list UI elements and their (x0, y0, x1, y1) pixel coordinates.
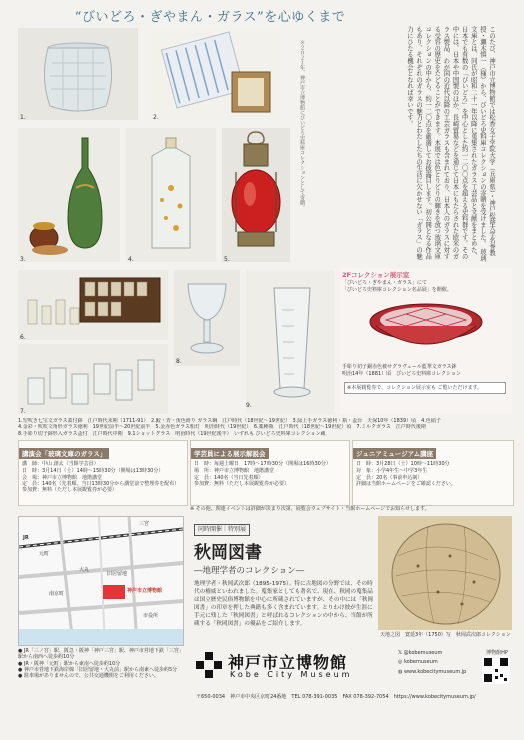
lecture-row-3: 会 場：神戸市立博物館 地階講堂 (22, 474, 103, 481)
qr-code[interactable] (482, 650, 512, 688)
square-bottle-image (126, 128, 216, 262)
map-label-cityhall: 市役所 (143, 613, 159, 619)
lecture-row-5: 参加費：無料（ただし本展観覧券が必要） (22, 487, 118, 493)
red-kiriko-bowl-image (366, 300, 486, 360)
side-note: ※２０２１年、神戸市立博物館にびいどろ史料庫コレクションとして寄贈。 (299, 40, 305, 210)
caption-line-2: 4.金彩・吹吹文角形ガラス徳利 19世紀前半〜20世紀前半 5.金赤色ガラス船灯 明治時代（19世紀） 6.薬種瓶 江戸時代（18世紀〜19世紀）頃 7.ミルクガラス 江戸時代後期 (18, 424, 426, 431)
photo-glass-bowl (18, 28, 138, 120)
qr-label: 博物館HP (486, 650, 508, 656)
lecture-heading: 講演会「玻璃文庫のガラス」 (19, 448, 109, 459)
parallel-badge: 同時開催｜特別展 (194, 524, 250, 536)
parallel-subtitle: ―地理学者のコレクション― (194, 565, 305, 576)
map-label-motomachi: 元町 (39, 551, 50, 557)
access-line-2: ● JR・阪神「元町」駅から東南へ徒歩約10分 (18, 660, 121, 667)
museum-social (398, 650, 478, 675)
social-instagram[interactable]: ◎ kobemuseum (398, 659, 438, 666)
access-map (18, 516, 184, 646)
social-x[interactable]: 𝕏 @kobemuseum (398, 650, 443, 656)
photo-goblet (174, 270, 240, 366)
museum-address: 〒650-0034 神戸市中央区京町24番地 TEL 078-391-0035 FAX 078-392-7054 https://www.kobecitymuseum.jp/ (196, 694, 476, 700)
photo-square-bottle (126, 128, 216, 262)
photo-medicine-box (18, 270, 168, 340)
photo-number-7: 7. (20, 408, 26, 415)
gallery-talk-row-3: 定 員：140名（当日先着順） (194, 474, 264, 481)
social-web[interactable]: ◍ www.kobecitymuseum.jp (398, 668, 467, 675)
museum-name-en: Kobe City Museum (230, 670, 353, 679)
access-line-3: ● 神戸市営地下鉄海岸線「旧居留地・大丸前」駅から南東へ徒歩約5分 (18, 666, 178, 673)
kiriko-caption-2: 明治14年（1881）頃 びいどろ史料庫コレクション (342, 371, 461, 377)
map-label-daimaru: 大丸 (79, 567, 90, 573)
map-label-sannomiya: 三宮 (139, 521, 150, 527)
plate-box-image (150, 28, 278, 120)
kiriko-caption-1: 手彫り切子銅赤色被せグラヴェール藍華文ガラス鉢 (342, 364, 457, 370)
measuring-glass-image (246, 270, 334, 414)
captions-strip (18, 418, 512, 437)
gallery-talk-row-4: 参加費：無料（ただし本展観覧券が必要） (194, 480, 290, 487)
parallel-body: 地理学者・秋岡武次郎（1895-1975）。特に古地図の分野では、その時代の権威といわれました。蒐集家としても著名で、現在、秋岡の蒐集品は国立歴史民俗博物館を中心に所蔵されていますが、その中には「秋岡図書」の印章を押した典籍も多く含まれています。とりわけ彼が生涯に手元に残した「秋岡図書」と呼ばれるコレクションの中から、当館が所蔵する「秋岡図書」の優品をご紹介します。 (194, 580, 374, 628)
parallel-title: 秋岡図書 (194, 542, 262, 563)
map-label-jr: JR (23, 535, 29, 541)
map-label-nankinmachi: 南京町 (49, 591, 65, 597)
photo-cups (18, 344, 168, 414)
globe-icon: ◍ (398, 668, 404, 675)
lecture-row-4: 定 員：140名（先着順、当日13時30分から講堂前で整理券を配布） (22, 480, 180, 487)
events-notice: ※ その他、関連イベントは詳細が決まり次第、展覧会ウェブサイト・当館ホームページでお知らせします。 (190, 506, 430, 512)
lecture-row-1: 講 師：中山 創太（当館学芸員） (22, 461, 99, 467)
x-icon: 𝕏 (398, 650, 404, 656)
junior-row-3: 定 員：20名（事前申込制） (356, 474, 423, 481)
lecture-box (18, 440, 188, 506)
glass-bowl-image (18, 28, 138, 120)
goblet-image (174, 270, 240, 366)
collection-exhibit-line1: 「びいどろ・ぎやまん・ガラス」にて (342, 280, 427, 286)
photo-number-5: 5. (224, 256, 230, 263)
photo-number-9: 9. (246, 402, 252, 409)
museum-name-ja: 神戸市立博物館 (228, 653, 348, 672)
red-lantern-image (222, 128, 290, 262)
headline: “びいどろ・ぎやまん・ガラス”を心ゆくまで (74, 10, 346, 25)
junior-row-2: 対 象：小学4年生〜中学3年生 (356, 468, 428, 475)
antique-map-caption: 天地之図 寛延3年（1750）写 秋岡武次郎コレクション (380, 632, 511, 638)
green-vessels-image (18, 128, 120, 262)
caption-line-3: 8.手彫り切子鉢形入ガラス盃付 江戸時代中期 9.1ショットグラス 明治時代（19世紀後半） いずれも びいどろ史料庫コレクション蔵 (18, 430, 326, 437)
collection-exhibit-box (340, 268, 512, 414)
museum-logo (196, 648, 396, 688)
gallery-talk-box (190, 440, 350, 506)
photo-red-lantern (222, 128, 290, 262)
map-graphic (19, 517, 183, 645)
photo-number-2: 2. (153, 114, 159, 121)
photo-number-1: 1. (20, 114, 26, 121)
parallel-exhibition (194, 516, 374, 644)
museum-mark-icon (196, 652, 222, 678)
medicine-box-image (18, 270, 168, 340)
junior-heading: ジュニアミュージアム講座 (353, 448, 436, 459)
collection-exhibit-line2: 「びいどろ史料庫コレクション名品展」を開催。 (342, 287, 452, 293)
photo-number-3: 3. (20, 256, 26, 263)
photo-number-6: 6. (20, 334, 26, 341)
lecture-row-2: 日 時：3月14日（土）14時〜15時30分（開場は13時30分） (22, 468, 164, 475)
access-line-4: ● 駐車場がありませんので、公共交通機関をご利用ください。 (18, 673, 159, 679)
junior-box (352, 440, 514, 506)
photo-measuring-glass (246, 270, 334, 414)
instagram-icon: ◎ (398, 659, 404, 666)
gallery-talk-heading: 学芸員による展示解説会 (191, 448, 269, 459)
gallery-talk-row-2: 場 所：神戸市立博物館 地階講堂 (194, 468, 275, 475)
access-line-1: ● JR「三ノ宮」駅、阪急・阪神「神戸三宮」駅、神戸市営地下鉄「三宮」駅から南西へ徒歩約10分 (18, 648, 184, 661)
antique-map (378, 516, 512, 630)
access-info (18, 648, 188, 679)
photo-green-vessels (18, 128, 120, 262)
photo-plate-box (150, 28, 278, 120)
gallery-talk-row-1: 日 時：毎週土曜日 17時〜17時30分（開場は16時30分） (194, 461, 331, 467)
collection-exhibit-title: 2Fコレクション展示室 (342, 271, 410, 279)
qr-code-icon (482, 656, 510, 684)
map-label-museum: 神戸市立博物館 (127, 588, 163, 594)
collection-exhibit-note: ※本展観覧券で、コレクション展示室も ご覧いただけます。 (344, 382, 506, 394)
intro-text: このたび、神戸市立博物館では松香女子学院大学（兵庫県）・神戸松蔭大学名誉教授・瀬木慎一（様）から、びいどろ史料庫コレクションの寄贈を受けました。 玻璃文庫とは、同氏が昭和二十一年以降に蒐集されたガラス工芸品と文献をまとめた、日本でも有数の「びいどろ」を中心とした約一二〇〇点を超える史料群です。その中には、日本や中国製のほか、長崎貿易などを通じて日本にもたらされた欧米のガラス製品、わが国の近代以降の工芸ガラスも含まれており、日本人のガラスに対する受容の歴史をたどることができます。本展では色とりどりの輝きを放つ玻璃文庫コレクションの中から、約一二〇点を厳選してお披露目します。初公開となる作品もあり、それぞれのガラスの魅力とわたしたちの生活に欠かせない「ガラス」の魅力にひたる機会となれば幸いです。 (405, 26, 495, 262)
junior-row-4: 詳細は当館ホームページをご確認ください。 (356, 480, 456, 487)
photo-number-4: 4. (128, 256, 134, 263)
junior-row-1: 日 時：3月28日（土）10時〜11時30分 (356, 461, 450, 467)
cups-image (18, 344, 168, 414)
map-label-kyoryuchi: 旧居留地 (107, 571, 128, 577)
photo-number-8: 8. (176, 358, 182, 365)
caption-line-1: 1.型吹き七宝文ガラス蓋付鉢 江戸時代末期（1711-91） 2.鮫・青・黄色蒔り ガラス鋼 江戸時代（18世紀〜19世紀） 3.緑上手ガラス徳利・瓶・盃台 天保10年（1839）頃 4.色硝子 (18, 418, 441, 424)
antique-map-image (378, 516, 512, 630)
